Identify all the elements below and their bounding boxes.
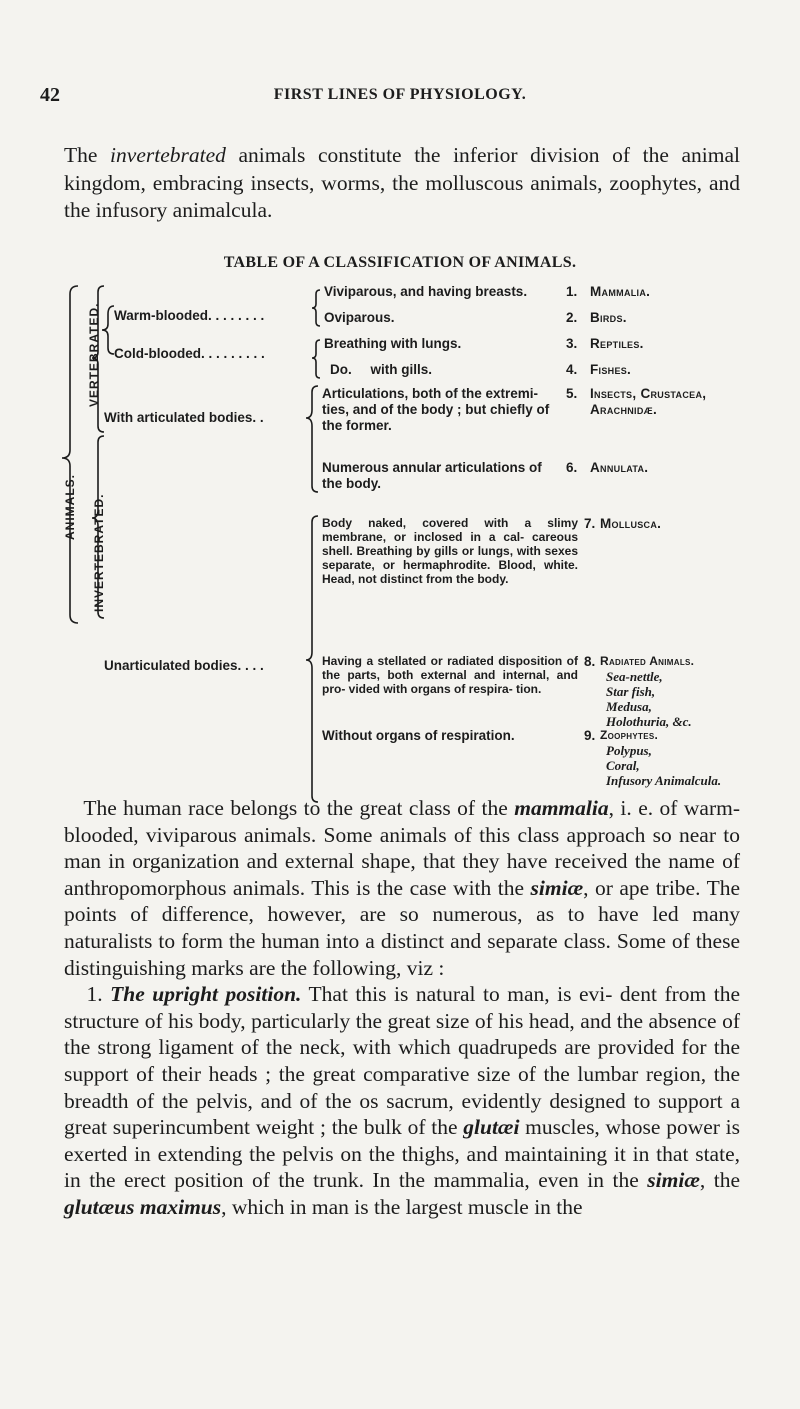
paragraph-upright: 1. The upright position. That this is natural to man, is evi- dent from the structure of his body, particularly the great size of his head, and the absence of the strong ligament of the neck, with which quadrupeds are provided for the support of their heads ; the great comparative size of the lumbar region, the breadth of the pelvis, and of the os sacrum, evidently designed to support a great superincumbent weight ; the bulk of the glutæi muscles, whose power is exerted in extending the pelvis on the thighs, and maintaining it in that state, in the erect position of the trunk. In the mammalia, even in the simiæ, the glutæus maximus, which in man is the largest muscle in the — [64, 982, 741, 1219]
brace-unarticulated — [306, 516, 318, 802]
brace-articulated — [306, 386, 318, 492]
page-header — [0, 84, 800, 108]
cold-blooded: Cold-blooded. . . . . . . . . — [114, 346, 265, 361]
intro-term: invertebrated — [110, 143, 226, 167]
brace-animals — [62, 286, 78, 623]
warm-oviparous: Oviparous. — [324, 310, 395, 325]
example-star-fish: Star fish, — [606, 684, 656, 699]
unarticulated-radiated: Having a stellated or radiated disposition of the parts, both external and internal, and pro- vided with organs of respira- tion. — [322, 654, 578, 696]
class-num-2: 2. — [566, 310, 578, 325]
articulated-annular: Numerous annular articulations of the body. — [322, 460, 542, 491]
class-num-6: 6. — [566, 460, 578, 475]
class-num-5: 5. — [566, 386, 578, 401]
example-infusory: Infusory Animalcula. — [606, 773, 722, 788]
example-holothuria: Holothuria, &c. — [606, 714, 692, 729]
term-simiae: simiæ — [530, 875, 584, 900]
table-title: TABLE OF A CLASSIFICATION OF ANIMALS. — [223, 254, 577, 271]
example-sea-nettle: Sea-nettle, — [606, 669, 663, 684]
class-insects: Insects, Crustacea, Arachnidæ. — [590, 386, 707, 417]
intro-lead: The — [64, 143, 111, 167]
class-radiated-animals: Radiated Animals. — [600, 654, 695, 668]
class-fishes: Fishes. — [590, 362, 632, 377]
label-invertebrated: INVERTEBRATED. — [92, 493, 106, 612]
class-birds: Birds. — [590, 310, 627, 325]
label-animals: ANIMALS. — [63, 474, 77, 540]
warm-blooded: Warm-blooded. . . . . . . . — [114, 308, 265, 323]
intro-paragraph — [64, 142, 740, 225]
intro-rest: animals constitute the inferior division of the animal kingdom, embracing insects, worms, the molluscous animals, zoophytes, and the infusory animalcula. — [64, 143, 740, 222]
paragraph-mammalia: The human race belongs to the great class of the mammalia, i. e. of warm-blooded, viviparous animals. Some animals of this class approach so near to man in organization and external shape, that they have received the name of anthropomorphous animals. This is the case with the simiæ, or ape tribe. The points of difference, however, are so numerous, as to have led many naturalists to form the human into a distinct and separate class. Some of these distinguishing marks are the following, viz : — [64, 796, 740, 980]
body-text — [64, 795, 740, 1221]
class-num-4: 4. — [566, 362, 578, 377]
unarticulated-naked: Body naked, covered with a slimy membrane, or inclosed in a cal- careous shell. Breathing by gills or lungs, with sexes separate, or hermaphrodite. Blood, white. Head, not distinct from the body. — [322, 516, 578, 586]
articulated-bodies: With articulated bodies. . — [104, 410, 264, 425]
example-polypus: Polypus, — [606, 743, 652, 758]
example-coral: Coral, — [606, 758, 640, 773]
class-mollusca: Mollusca. — [600, 516, 662, 531]
term-simiae-2: simiæ — [647, 1168, 700, 1193]
running-head: FIRST LINES OF PHYSIOLOGY. — [273, 86, 527, 103]
brace-cold-types — [312, 340, 320, 378]
class-annulata: Annulata. — [590, 460, 649, 475]
example-medusa: Medusa, — [606, 699, 652, 714]
warm-viviparous: Viviparous, and having breasts. — [324, 284, 528, 299]
term-mammalia: mammalia — [514, 796, 609, 820]
label-vertebrated: VERTEBRATED. — [87, 302, 101, 407]
page-number: 42 — [40, 84, 60, 106]
class-num-3: 3. — [566, 336, 578, 351]
class-mammalia: Mammalia. — [590, 284, 651, 299]
brace-warm — [102, 306, 114, 354]
class-num-1: 1. — [566, 284, 578, 299]
class-num-7: 7. — [584, 516, 596, 531]
unarticulated-no-respiration: Without organs of respiration. — [322, 728, 515, 743]
classification-table — [0, 280, 800, 788]
term-glutaei: glutæi — [463, 1115, 520, 1140]
articulated-extremities: Articulations, both of the extremi- ties, and of the body ; but chiefly of the former. — [322, 386, 550, 433]
class-num-8: 8. — [584, 654, 596, 669]
class-num-9: 9. — [584, 728, 596, 743]
cold-lungs: Breathing with lungs. — [324, 336, 462, 351]
class-reptiles: Reptiles. — [590, 336, 644, 351]
brace-warm-types — [312, 290, 320, 326]
term-upright-position: The upright position. — [110, 982, 302, 1007]
class-zoophytes: Zoophytes. — [600, 728, 659, 742]
unarticulated-bodies: Unarticulated bodies. . . . — [104, 658, 264, 673]
cold-gills: Do. with gills. — [330, 362, 433, 377]
term-glutaeus-maximus: glutæus maximus — [64, 1194, 222, 1219]
